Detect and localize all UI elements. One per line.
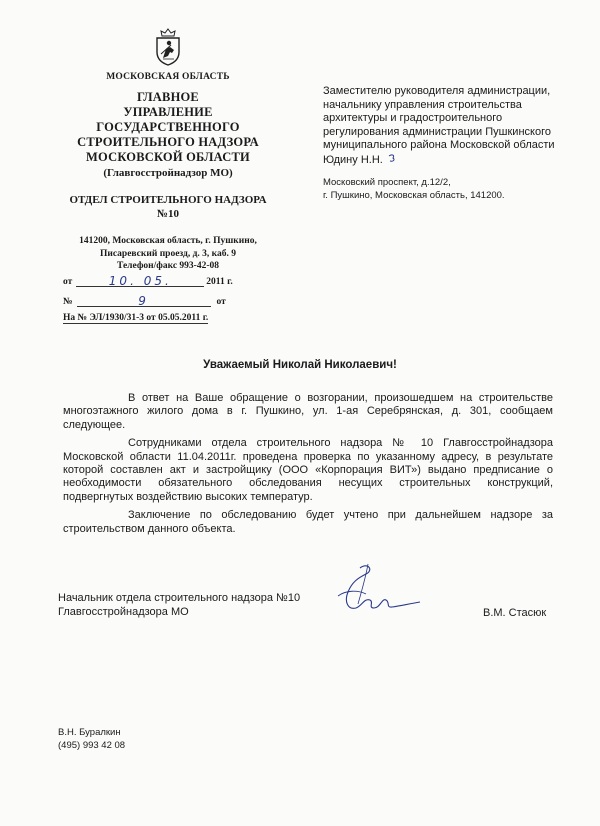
- addressee-block: [323, 85, 568, 168]
- address-line: Телефон/факс 993-42-08: [116, 261, 220, 271]
- executor-info: [58, 727, 125, 752]
- addressee-line: регулирования администрации Пушкинского: [323, 125, 551, 138]
- organization-name: [56, 90, 280, 165]
- sender-address: [56, 235, 280, 273]
- address-line: Писаревский проезд, д. 3, каб. 9: [99, 248, 236, 259]
- addressee-line: муниципального района Московской области: [323, 139, 555, 152]
- executor-name: В.Н. Буралкин: [58, 727, 121, 738]
- org-line: УПРАВЛЕНИЕ: [123, 105, 213, 119]
- registration-date-line: [63, 272, 233, 287]
- registration-number-line: [63, 292, 226, 307]
- addressee-name-line: [323, 153, 568, 168]
- handwritten-number: 9: [138, 294, 149, 308]
- reference-number: [63, 313, 208, 323]
- addressee-address-line: Московский проспект, д.12/2,: [323, 177, 451, 188]
- org-line: СТРОИТЕЛЬНОГО НАДЗОРА: [77, 135, 259, 149]
- department-line: №10: [156, 208, 180, 220]
- signer-position-line: Главгосстройнадзора МО: [58, 605, 189, 618]
- body-paragraph: Сотрудниками отдела строительного надзора № 10 Главгосстройнадзора Московской области 11.04.2011г. проведена проверка по указанному адресу, в результате которой составлен акт и застройщику (ООО «Корпорация ВИТ») выдано предписание о необходимости обязательного обследования несущих строительных конструкций, подвергнутых воздействию высоких температур.: [63, 437, 553, 503]
- addressee-address-line: г. Пушкино, Московская область, 141200.: [323, 190, 505, 201]
- date-blank: [76, 272, 204, 287]
- addressee-line: архитектуры и градостроительного: [323, 112, 503, 125]
- body-paragraph: В ответ на Ваше обращение о возгорании, произошедшем на строительстве многоэтажного жилого дома в г. Пушкино, ул. 1-ая Серебрянская, д. 301, сообщаем следующее.: [63, 392, 553, 431]
- address-line: 141200, Московская область, г. Пушкино,: [79, 236, 257, 246]
- signer-position-line: Начальник отдела строительного надзора №10: [58, 592, 301, 604]
- executor-phone: (495) 993 42 08: [58, 739, 126, 751]
- letterhead: [56, 28, 280, 273]
- body-paragraph: Заключение по обследованию будет учтено при дальнейшем надзоре за строительством данного объекта.: [63, 509, 553, 535]
- date-year: 2011 г.: [206, 277, 233, 287]
- addressee-address: [323, 176, 505, 202]
- addressee-name: Юдину Н.Н.: [323, 153, 383, 166]
- number-suffix: от: [216, 297, 226, 307]
- handwritten-check-mark-icon: [388, 153, 398, 163]
- number-blank: [77, 292, 211, 307]
- addressee-line: Заместителю руководителя администрации,: [323, 85, 551, 97]
- org-line: ГЛАВНОЕ: [137, 90, 199, 104]
- region-name: МОСКОВСКАЯ ОБЛАСТЬ: [106, 72, 230, 82]
- number-prefix: №: [63, 297, 73, 307]
- org-line: МОСКОВСКОЙ ОБЛАСТИ: [86, 150, 250, 164]
- salutation: Уважаемый Николай Николаевич!: [203, 359, 397, 371]
- org-line: ГОСУДАРСТВЕННОГО: [96, 120, 240, 134]
- organization-short-name: (Главгосстройнадзор МО): [103, 167, 233, 179]
- department-line: ОТДЕЛ СТРОИТЕЛЬНОГО НАДЗОРА: [69, 194, 267, 206]
- date-prefix: от: [63, 277, 73, 287]
- signer-name: В.М. Стасюк: [483, 607, 547, 619]
- moscow-region-coat-of-arms-icon: [153, 28, 183, 66]
- letter-body: [63, 392, 553, 541]
- handwritten-signature-icon: [308, 560, 428, 620]
- addressee-line: начальнику управления строительства: [323, 98, 522, 111]
- signer-position: [58, 592, 300, 619]
- handwritten-date: 10. 05.: [108, 274, 172, 288]
- department-name: [56, 193, 280, 221]
- reference-text: На № ЭЛ/1930/31-3 от 05.05.2011 г.: [63, 313, 209, 323]
